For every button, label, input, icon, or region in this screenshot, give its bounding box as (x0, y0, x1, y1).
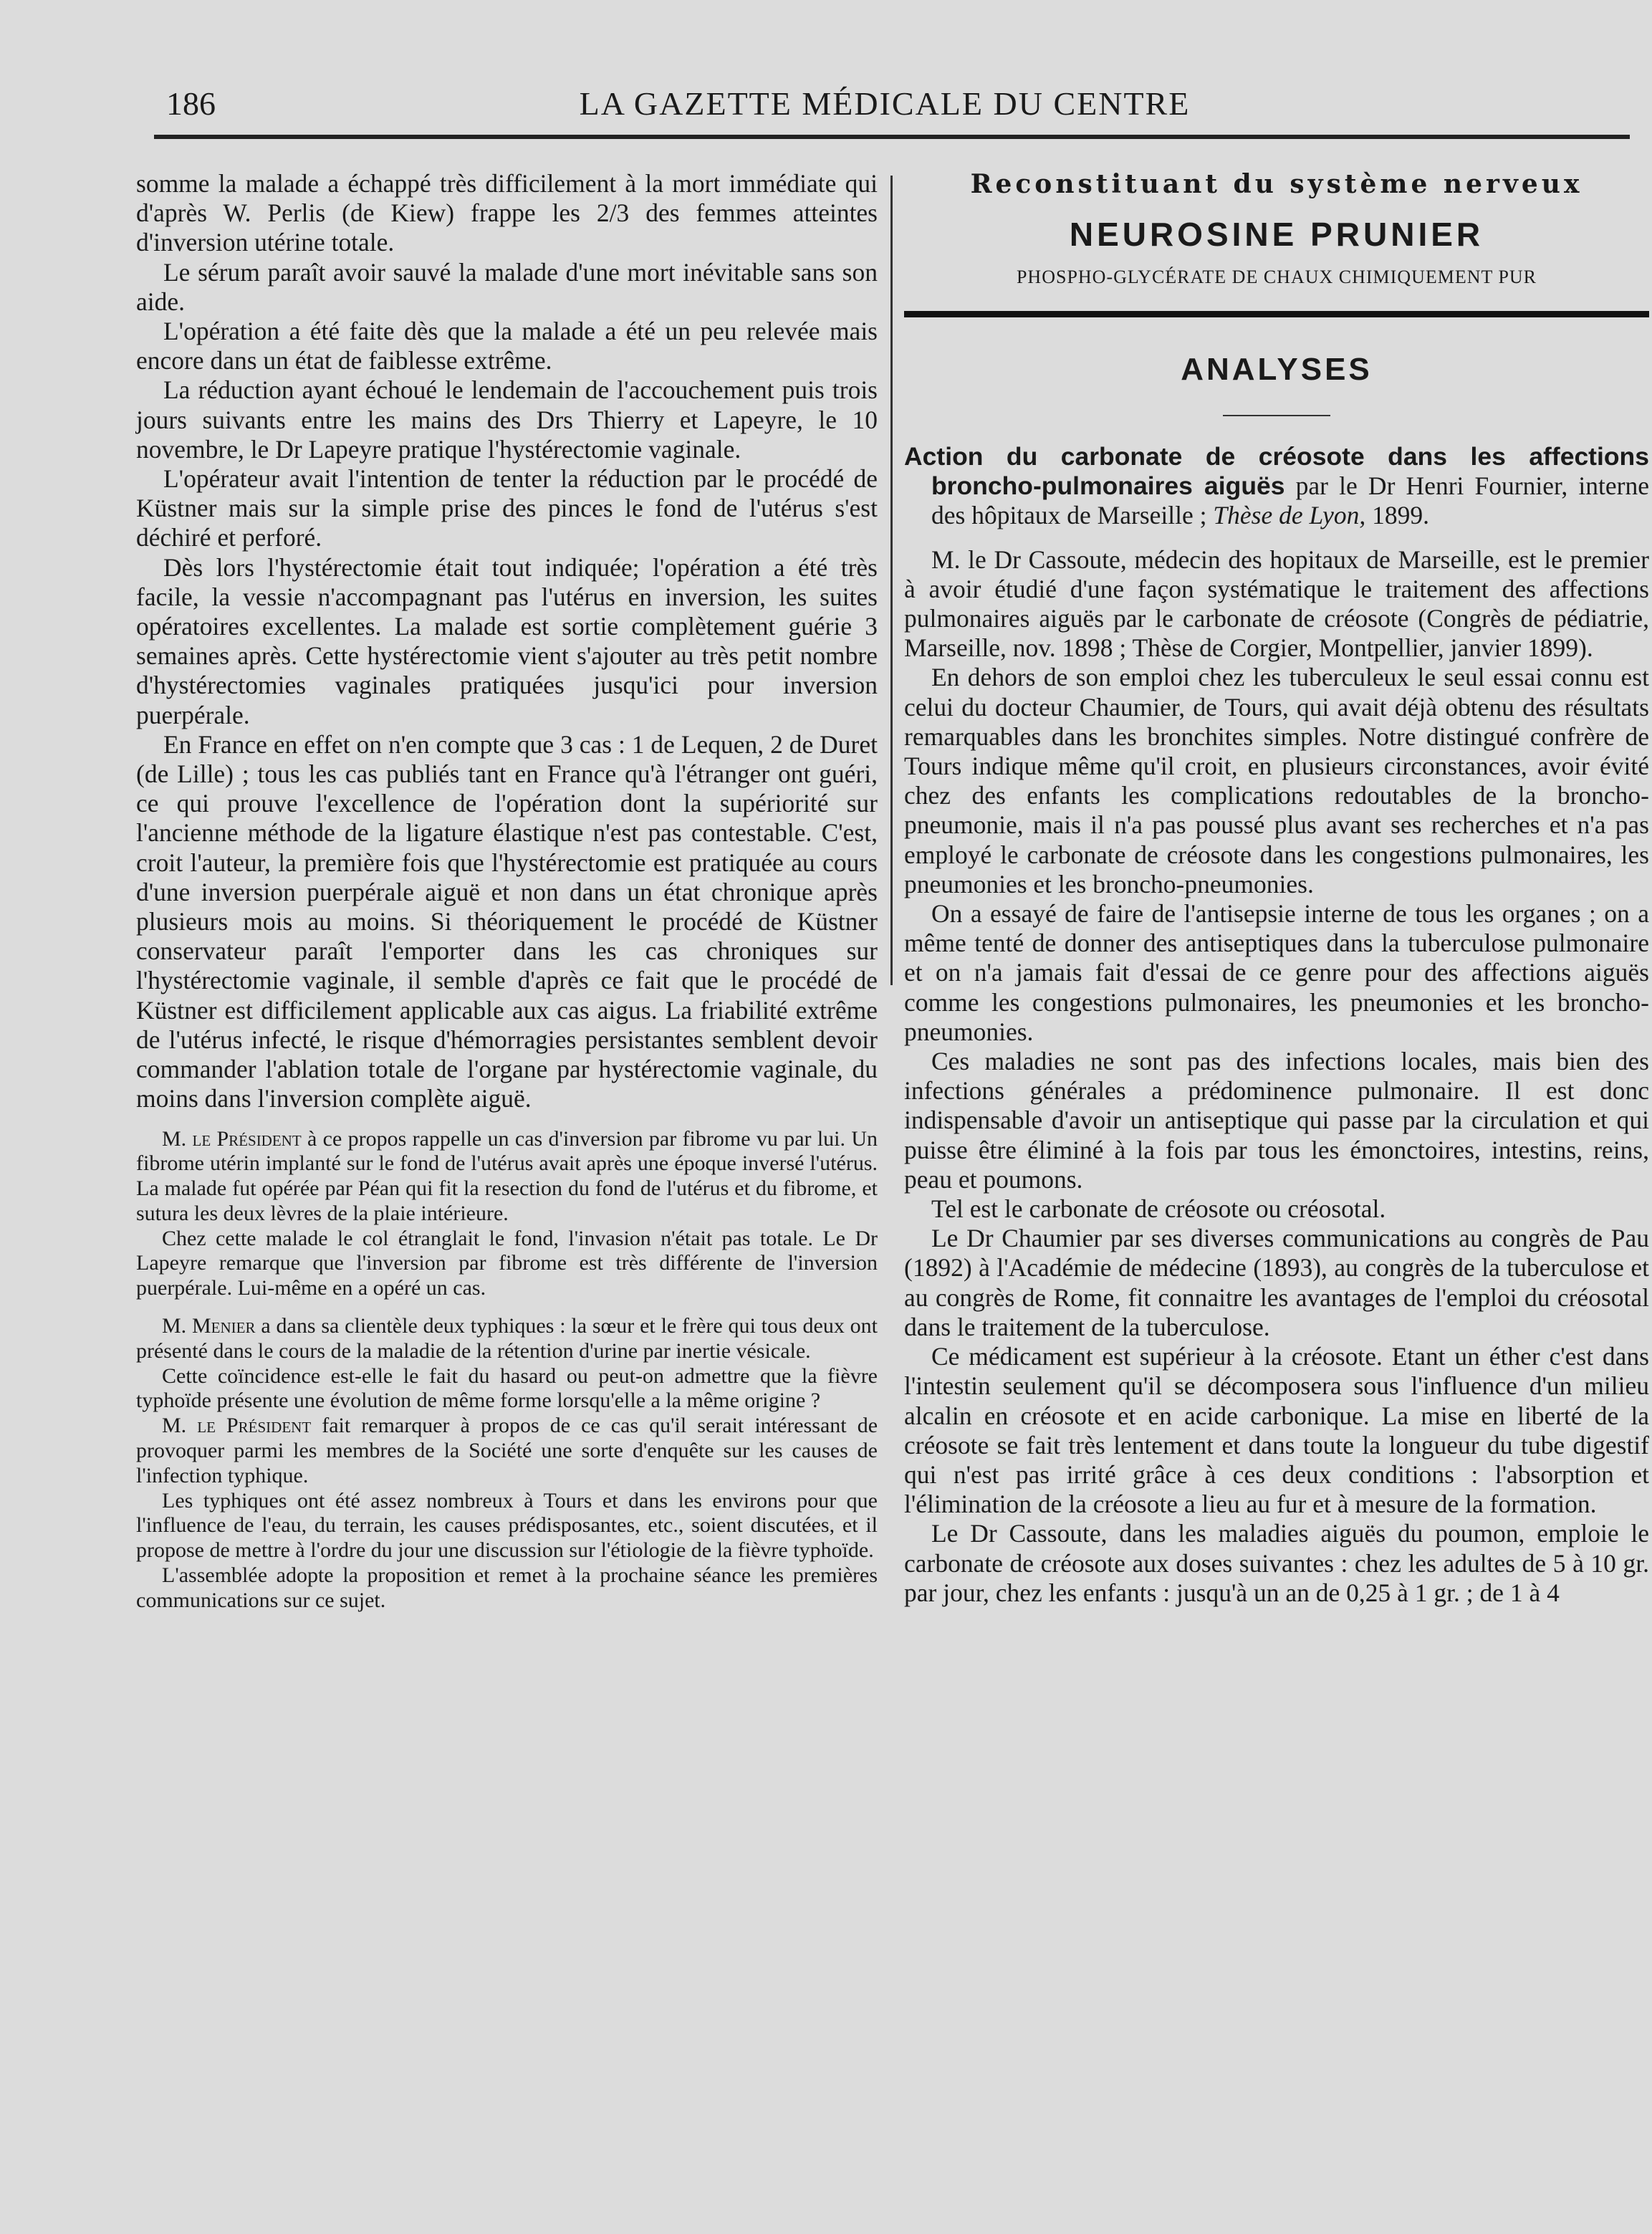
left-paragraph-2: Le sérum paraît avoir sauvé la malade d'une mort inévitable sans son aide. (136, 257, 878, 316)
column-divider (890, 176, 893, 985)
running-title: LA GAZETTE MÉDICALE DU CENTRE (579, 85, 1191, 122)
section-title: ANALYSES (1181, 352, 1373, 387)
speaker-name: M. le Président (162, 1414, 312, 1438)
page-number: 186 (166, 85, 216, 122)
ad-separator-rule (904, 311, 1649, 317)
right-paragraph-7: Ce médicament est supérieur à la créosote. Etant un éther c'est dans l'intestin seulement qu'il se décomposera sous l'influence d'un milieu alcalin en créosote et en acide carbonique. La mise en liberté de la créosote se fait très lentement et dans toute la longueur du tube digestif qui n'est pas irrité grâce à ces deux conditions : l'absorption et l'élimination de la créosote a lieu au fur et à mesure de la formation. (904, 1342, 1649, 1519)
minutes-paragraph-2: Chez cette malade le col étranglait le fond, l'invasion n'était pas totale. Le Dr Lapeyre remarque que l'inversion par fibrome est très différente de l'inversion puerpérale. Lui-même en a opéré un cas. (136, 1226, 878, 1300)
speaker-name: M. le Président (162, 1126, 302, 1151)
right-paragraph-5: Tel est le carbonate de créosote ou créosotal. (931, 1194, 1386, 1224)
right-paragraph-8: Le Dr Cassoute, dans les maladies aiguës du poumon, emploie le carbonate de créosote aux doses suivantes : chez les adultes de 5 à 10 gr. par jour, chez les enfants : jusqu'à un an de 0,25 à 1 gr. ; de 1 à 4 (904, 1519, 1649, 1607)
advertisement (904, 169, 1649, 288)
left-paragraph-5: L'opérateur avait l'intention de tenter la réduction par le procédé de Küstner mais sur la simple prise des pinces le fond de l'utérus s'est déchiré et perforé. (136, 464, 878, 552)
article-title-year: 1899. (1365, 501, 1430, 530)
ad-product-name: NEUROSINE PRUNIER (1069, 216, 1484, 253)
right-paragraph-1: M. le Dr Cassoute, médecin des hopitaux de Marseille, est le premier à avoir étudié d'une façon systématique le traitement des affections pulmonaires aiguës par le carbonate de créosote (Congrès de pédiatrie, Marseille, nov. 1898 ; Thèse de Corgier, Montpellier, janvier 1899). (904, 545, 1649, 663)
article-title-main: Action du carbonate de créosote dans les affections broncho-pulmonaires aiguës (904, 442, 1649, 501)
ad-description: PHOSPHO-GLYCÉRATE DE CHAUX CHIMIQUEMENT PUR (1016, 267, 1537, 287)
minutes-text: à ce propos rappelle un cas d'inversion par fibrome vu par lui. Un fibrome utérin implanté sur le fond de l'utérus avait après une époque inversé l'utérus. La malade fut opérée par Péan qui fit la resection du fond de l'utérus et du fibrome, et sutura les deux lèvres de la plaie intérieure. (136, 1126, 878, 1225)
article-title-source: Thèse de Lyon, (1213, 501, 1366, 530)
minutes-paragraph-6: Les typhiques ont été assez nombreux à Tours et dans les environs pour que l'influence de l'eau, du terrain, les causes prédisposantes, etc., soient discutées, et il propose de mettre à l'ordre du jour une discussion sur l'étiologie de la fièvre typhoïde. (136, 1488, 878, 1563)
left-paragraph-4: La réduction ayant échoué le lendemain de l'accouchement puis trois jours suivants entre les mains des Drs Thierry et Lapeyre, le 10 novembre, le Dr Lapeyre pratique l'hystérectomie vaginale. (136, 375, 878, 464)
minutes-paragraph-3 (136, 1314, 878, 1364)
left-paragraph-7: En France en effet on n'en compte que 3 cas : 1 de Lequen, 2 de Duret (de Lille) ; tous les cas publiés tant en France qu'à l'étranger ont guéri, ce qui prouve l'excellence de l'opération dont la supériorité sur l'ancienne méthode de la ligature élastique n'est pas contestable. C'est, croit l'auteur, la première fois que l'hystérectomie est pratiquée au cours d'une inversion puerpérale aiguë et non dans un état chronique après plusieurs mois au moins. Si théoriquement le procédé de Küstner conservateur paraît l'emporter dans les cas chroniques sur l'hystérectomie vaginale, il semble d'après ce fait que le procédé de Küstner est difficilement applicable aux cas aigus. La friabilité extrême de l'utérus infecté, le risque d'hémorragies persistantes semblent devoir commander l'ablation totale de l'organe par hystérectomie vaginale, du moins dans l'inversion complète aiguë. (136, 729, 878, 1113)
minutes-paragraph-5 (136, 1414, 878, 1488)
right-paragraph-3: On a essayé de faire de l'antisepsie interne de tous les organes ; on a même tenté de donner des antiseptiques dans la tuberculose pulmonaire et on n'a jamais fait d'essai de ce genre pour des affections aiguës comme les congestions pulmonaires, les pneumonies et les broncho-pneumonies. (904, 899, 1649, 1046)
page-header (158, 85, 1612, 128)
article-title-author: par le Dr Henri Fournier, interne des hôpitaux de Marseille ; (931, 471, 1649, 530)
header-rule (154, 135, 1630, 139)
minutes-text: a dans sa clientèle deux typhiques : la sœur et le frère qui tous deux ont présenté dans le cours de la maladie de la rétention d'urine par inertie vésicale. (136, 1314, 878, 1363)
ad-tagline: Reconstituant du système nerveux (970, 169, 1583, 199)
minutes-paragraph-1 (136, 1127, 878, 1227)
right-paragraph-4: Ces maladies ne sont pas des infections locales, mais bien des infections générales a prédominence pulmonaire. Il est donc indispensable d'avoir un antiseptique qui passe par la circulation et qui puisse être éliminé à la fois par tous les émonctoires, intestins, reins, peau et poumons. (904, 1047, 1649, 1194)
right-column (904, 169, 1649, 1608)
left-paragraph-6: Dès lors l'hystérectomie était tout indiquée; l'opération a été très facile, la vessie n'accompagnant pas l'utérus en inversion, les suites opératoires excellentes. La malade est sortie complètement guérie 3 semaines après. Cette hystérectomie vient s'ajouter au très petit nombre d'hystérectomies vaginales pratiquées jusqu'ici pour inversion puerpérale. (136, 552, 878, 729)
article-title (904, 442, 1649, 531)
left-paragraph-1: somme la malade a échappé très difficilement à la mort immédiate qui d'après W. Perlis (de Kiew) frappe les 2/3 des femmes atteintes d'inversion utérine totale. (136, 169, 878, 257)
left-column (136, 169, 878, 1614)
section-rule (1223, 415, 1330, 416)
minutes-paragraph-4: Cette coïncidence est-elle le fait du hasard ou peut-on admettre que la fièvre typhoïde présente une évolution de même forme lorsqu'elle a la même origine ? (136, 1363, 878, 1413)
left-paragraph-3: L'opération a été faite dès que la malade a été un peu relevée mais encore dans un état de faiblesse extrême. (136, 317, 878, 375)
minutes-paragraph-7: L'assemblée adopte la proposition et remet à la prochaine séance les premières communications sur ce sujet. (136, 1563, 878, 1612)
right-paragraph-2: En dehors de son emploi chez les tuberculeux le seul essai connu est celui du docteur Chaumier, de Tours, qui avait déjà obtenu des résultats remarquables dans les bronchites simples. Notre distingué confrère de Tours indique même qu'il croit, en plusieurs circonstances, avoir évité chez des enfants les complications redoutables de la broncho-pneumonie, mais il n'a pas poussé plus avant ses recherches et n'a pas employé le carbonate de créosote dans les congestions pulmonaires, les pneumonies et les broncho-pneumonies. (904, 663, 1649, 898)
minutes-text: fait remarquer à propos de ce cas qu'il serait intéressant de provoquer parmi les membres de la Société une sorte d'enquête sur les causes de l'infection typhique. (136, 1414, 878, 1487)
speaker-name: M. Menier (162, 1314, 256, 1338)
right-paragraph-6: Le Dr Chaumier par ses diverses communications au congrès de Pau (1892) à l'Académie de médecine (1893), au congrès de la tuberculose et au congrès de Rome, fit connaitre les avantages de l'emploi du créosotal dans le traitement de la tuberculose. (904, 1224, 1649, 1341)
